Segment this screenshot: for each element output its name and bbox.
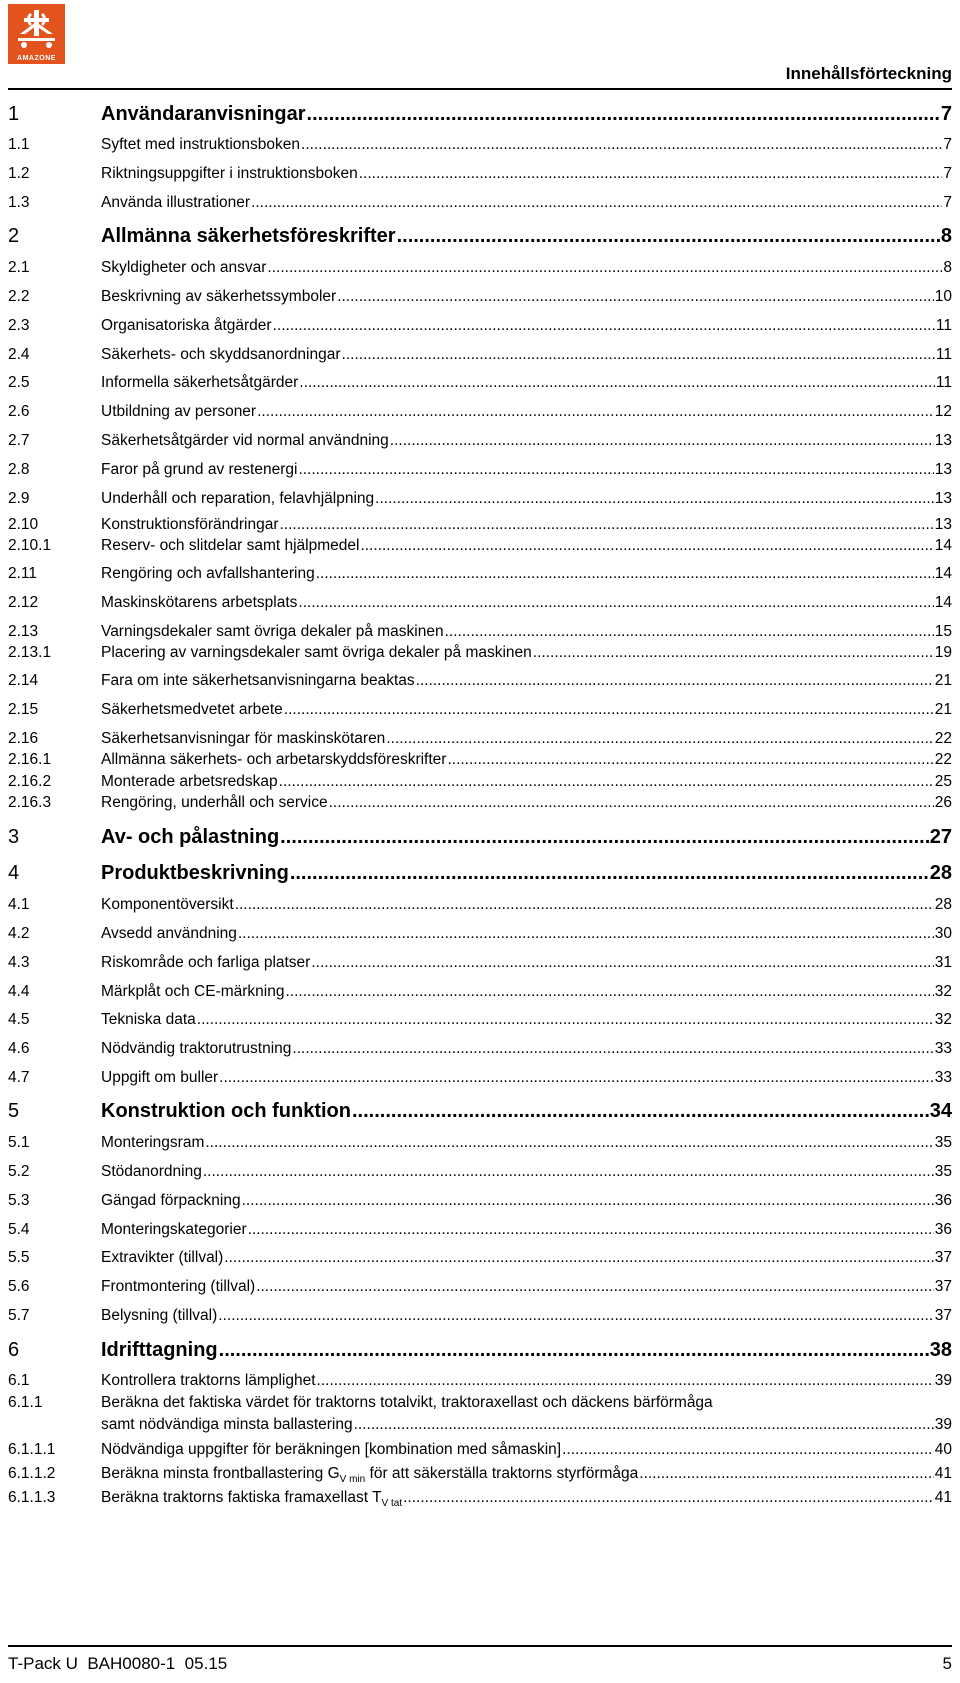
toc-entry-leader-dots (235, 896, 934, 914)
toc-entry-leader-dots (311, 954, 933, 972)
toc-entry-body (101, 490, 952, 508)
toc-entry-leader-dots (397, 225, 940, 248)
toc-entry-body (101, 1307, 952, 1325)
toc-entry-leader-dots (284, 701, 934, 719)
toc-entry-number: 6 (8, 1338, 20, 1361)
toc-entry-body (101, 1249, 952, 1267)
toc-entry-title: Belysning (tillval) (101, 1307, 218, 1324)
toc-entry-subscript: V min (339, 1474, 366, 1486)
toc-entry-page-number: 37 (934, 1249, 952, 1267)
toc-entry-body (101, 1069, 952, 1087)
toc-entry-title: Av- och pålastning (101, 825, 280, 848)
toc-entry-leader-dots (329, 794, 934, 812)
toc-entry-page-number: 8 (943, 259, 952, 277)
toc-entry-body (101, 773, 952, 791)
toc-entry-page-number: 30 (934, 924, 952, 942)
toc-entry-leader-dots (352, 1100, 929, 1123)
toc-entry-leader-dots (337, 288, 934, 306)
toc-entry-title: Informella säkerhetsåtgärder (101, 374, 299, 392)
toc-entry-body (101, 1489, 952, 1509)
toc-entry-body (101, 730, 952, 748)
toc-entry-title: Allmänna säkerhetsföreskrifter (101, 225, 396, 248)
toc-entry-body (101, 403, 952, 421)
toc-entry-page-number: 32 (934, 1011, 952, 1029)
toc-entry-page-number: 13 (934, 460, 952, 478)
toc-entry-page-number: 34 (929, 1100, 952, 1123)
toc-entry-page-number: 27 (929, 825, 952, 848)
toc-entry-page-number: 41 (934, 1465, 952, 1483)
toc-entry-body (101, 1278, 952, 1296)
toc-entry-page-number: 31 (934, 953, 952, 971)
toc-entry-title: Konstruktion och funktion (101, 1100, 351, 1123)
toc-entry-number: 2.11 (8, 565, 38, 583)
toc-entry-number: 3 (8, 825, 20, 848)
toc-entry-number: 2.13 (8, 622, 39, 640)
toc-entry-title: Allmänna säkerhets- och arbetarskyddsföreskrifter (101, 751, 447, 769)
toc-entry-page-number: 40 (934, 1441, 952, 1459)
toc-entry-leader-dots (298, 594, 933, 612)
toc-entry-leader-dots (533, 644, 934, 662)
toc-entry-page-number: 36 (934, 1191, 952, 1209)
toc-entry-leader-dots (416, 672, 934, 690)
toc-entry-body (101, 1339, 952, 1362)
toc-entry-leader-dots (205, 1134, 933, 1152)
toc-entry-leader-dots (219, 1339, 929, 1362)
toc-entry-body (101, 288, 952, 306)
footer-divider (8, 1645, 952, 1647)
toc-entry-leader-dots (273, 317, 935, 335)
toc-entry-page-number: 28 (934, 896, 952, 914)
toc-entry-page-number: 35 (934, 1163, 952, 1180)
toc-entry-page-number: 33 (934, 1040, 952, 1058)
toc-entry-title: Märkplåt och CE-märkning (101, 982, 285, 1000)
toc-entry-title (101, 1489, 402, 1509)
toc-entry-title: Monterade arbetsredskap (101, 772, 278, 790)
toc-entry-leader-dots (375, 490, 934, 508)
toc-entry-title: Faror på grund av restenergi (101, 460, 298, 478)
toc-entry-page-number: 41 (934, 1489, 952, 1507)
toc-entry-leader-dots (360, 537, 933, 555)
toc-entry-body (101, 259, 952, 277)
toc-entry-title: Produktbeskrivning (101, 862, 289, 885)
toc-entry-title-text: Beräkna minsta frontballastering G (101, 1465, 340, 1483)
toc-entry-page-number: 11 (935, 345, 952, 363)
toc-entry-number: 6.1.1.2 (8, 1465, 56, 1483)
toc-entry-body (101, 1100, 952, 1123)
toc-entry-leader-dots (445, 623, 934, 641)
toc-entry-page-number: 11 (935, 374, 952, 392)
toc-entry-title: Maskinskötarens arbetsplats (101, 593, 298, 611)
toc-entry-title: Komponentöversikt (101, 896, 234, 914)
toc-entry-body (101, 701, 952, 719)
toc-entry-body (101, 826, 952, 849)
logo-text: AMAZONE (17, 55, 56, 62)
toc-entry-title: Riskområde och farliga platser (101, 953, 311, 971)
toc-entry-page-number: 7 (943, 193, 952, 211)
toc-entry-page-number: 7 (943, 165, 952, 183)
toc-entry-number: 2.15 (8, 701, 39, 718)
toc-entry-page-number: 35 (934, 1134, 952, 1152)
toc-entry-title: Utbildning av personer (101, 403, 257, 421)
toc-entry-body (101, 925, 952, 943)
toc-entry-number: 5.3 (8, 1191, 30, 1209)
toc-entry-leader-dots (298, 461, 933, 479)
toc-entry-page-number: 14 (934, 537, 952, 555)
toc-entry-body (101, 194, 952, 212)
toc-entry-leader-dots (342, 346, 935, 364)
toc-entry-leader-dots (390, 432, 934, 450)
toc-entry-title: Konstruktionsförändringar (101, 515, 279, 533)
toc-entry-body (101, 862, 952, 885)
toc-entry-body (101, 1040, 952, 1058)
toc-entry-body (101, 346, 952, 364)
toc-entry-leader-dots (280, 516, 934, 534)
toc-entry-page-number: 13 (934, 489, 952, 507)
toc-entry-leader-dots (317, 1372, 934, 1390)
toc-entry-number: 5.7 (8, 1307, 30, 1324)
toc-entry-page-number: 36 (934, 1220, 952, 1238)
toc-entry-body (101, 103, 952, 126)
toc-entry-number: 2.13.1 (8, 644, 52, 662)
toc-entry-body (101, 565, 952, 583)
toc-entry-leader-dots (267, 259, 942, 277)
toc-entry-number: 2.14 (8, 672, 39, 690)
toc-entry-number: 2.2 (8, 288, 30, 305)
toc-entry-body (101, 672, 952, 690)
toc-entry-title: Fara om inte säkerhetsanvisningarna beaktas (101, 672, 415, 690)
toc-entry-title: Idrifttagning (101, 1338, 218, 1361)
toc-entry-page-number: 21 (934, 672, 952, 690)
toc-entry-page-number: 7 (940, 102, 952, 125)
toc-entry-leader-dots (285, 983, 933, 1001)
toc-entry-leader-dots (203, 1163, 934, 1181)
toc-entry-title: Gängad förpackning (101, 1191, 241, 1209)
toc-entry-leader-dots (447, 751, 933, 769)
toc-entry-body (101, 1011, 952, 1029)
toc-entry-number: 2.3 (8, 316, 30, 334)
toc-entry-number: 2.12 (8, 593, 39, 611)
logo-emblem-icon (8, 4, 65, 54)
toc-entry-page-number: 28 (929, 862, 952, 885)
toc-entry-page-number: 7 (943, 136, 952, 154)
toc-entry-body (101, 1441, 952, 1459)
toc-entry-title: Nödvändiga uppgifter för beräkningen [kombination med såmaskin] (101, 1441, 562, 1459)
toc-entry-page-number: 11 (935, 316, 952, 334)
toc-entry-page-number: 12 (934, 403, 952, 421)
toc-entry-leader-dots (242, 1192, 934, 1210)
toc-entry-page-number: 19 (934, 644, 952, 662)
footer (8, 1654, 952, 1674)
toc-entry-title: Avsedd användning (101, 924, 237, 942)
toc-entry-number: 2.16.1 (8, 751, 52, 769)
toc-entry-title: Stödanordning (101, 1163, 202, 1180)
toc-entry-number: 2.5 (8, 374, 30, 392)
toc-entry-title: Extravikter (tillval) (101, 1249, 224, 1267)
toc-entry-number: 1.1 (8, 136, 30, 154)
toc-entry-body (101, 317, 952, 335)
toc-entry-number: 1.3 (8, 193, 30, 211)
toc-entry-number: 5.2 (8, 1163, 30, 1180)
toc-entry-body (101, 1465, 952, 1485)
toc-entry-body (101, 1372, 952, 1390)
toc-entry-number: 2.1 (8, 259, 30, 277)
toc-entry-page-number: 14 (934, 593, 952, 611)
toc-entry-number: 4.7 (8, 1068, 30, 1086)
toc-entry-body (101, 461, 952, 479)
toc-entry-title: Monteringskategorier (101, 1220, 247, 1238)
toc-entry-page-number: 37 (934, 1278, 952, 1296)
toc-entry-number: 5.1 (8, 1134, 30, 1152)
toc-entry-title: Varningsdekaler samt övriga dekaler på maskinen (101, 622, 444, 640)
toc-entry-leader-dots (386, 730, 933, 748)
toc-entry-title: Användaranvisningar (101, 102, 306, 125)
toc-entry-leader-dots (248, 1221, 934, 1239)
toc-entry-number: 6.1.1.3 (8, 1489, 56, 1507)
toc-entry-title-text: Beräkna traktorns faktiska framaxellast T (101, 1489, 382, 1507)
toc-entry-body (101, 374, 952, 392)
toc-entry-number: 5 (8, 1100, 20, 1123)
toc-entry-title-line1: Beräkna det faktiska värdet för traktorns totalvikt, traktoraxellast och däckens bärförmåga (101, 1394, 713, 1412)
toc-entry-body (101, 1163, 952, 1181)
toc-entry-number: 5.5 (8, 1249, 30, 1267)
footer-document-id: T-Pack U BAH0080-1 05.15 (8, 1654, 228, 1673)
toc-entry-title: Syftet med instruktionsboken (101, 136, 301, 154)
toc-entry-leader-dots (257, 403, 934, 421)
toc-entry-title-text-post: för att säkerställa traktorns styrförmåga (365, 1465, 639, 1483)
toc-entry-body (101, 1134, 952, 1152)
toc-entry-body (101, 225, 952, 248)
toc-entry-title: Organisatoriska åtgärder (101, 316, 272, 334)
toc-entry-title: Underhåll och reparation, felavhjälpning (101, 489, 375, 507)
toc-entry-page-number: 13 (934, 515, 952, 533)
toc-entry-body (101, 954, 952, 972)
toc-entry-number: 1 (8, 102, 20, 125)
toc-entry-page-number: 25 (934, 772, 952, 790)
toc-entry-page-number: 8 (940, 225, 952, 248)
toc-entry-page-number: 37 (934, 1307, 952, 1324)
footer-page-number: 5 (942, 1654, 952, 1673)
toc-entry-leader-dots (307, 103, 940, 126)
toc-entry-leader-dots (301, 136, 942, 154)
toc-entry-title: Säkerhetsåtgärder vid normal användning (101, 432, 389, 449)
toc-entry-title: Säkerhetsmedvetet arbete (101, 701, 283, 718)
toc-entry-leader-dots (279, 773, 934, 791)
toc-entry-leader-dots (290, 862, 929, 885)
toc-entry-number: 4.2 (8, 924, 30, 942)
toc-entry-number: 4.6 (8, 1040, 30, 1058)
toc-entry-page-number: 21 (934, 701, 952, 718)
toc-entry-title: Riktningsuppgifter i instruktionsboken (101, 165, 358, 183)
amazone-logo (8, 4, 65, 64)
toc-entry-body (101, 983, 952, 1001)
toc-entry-number: 2.8 (8, 460, 30, 478)
toc-entry-body (101, 751, 952, 769)
toc-entry-leader-dots (299, 374, 935, 392)
toc-entry-number: 2.6 (8, 403, 30, 421)
toc-entry-leader-dots (197, 1011, 934, 1029)
toc-entry-title: samt nödvändiga minsta ballastering (101, 1416, 353, 1434)
toc-entry-body (101, 432, 952, 450)
toc-entry-title: Kontrollera traktorns lämplighet (101, 1372, 316, 1390)
toc-entry-number: 4.1 (8, 896, 30, 914)
toc-entry-number: 4 (8, 862, 20, 885)
toc-entry-page-number: 13 (934, 432, 952, 449)
toc-entry-number: 5.6 (8, 1278, 30, 1296)
toc-entry-leader-dots (562, 1441, 934, 1459)
toc-entry-number: 4.4 (8, 982, 30, 1000)
toc-entry-title: Skyldigheter och ansvar (101, 259, 267, 277)
toc-entry-page-number: 26 (934, 794, 952, 812)
toc-entry-leader-dots (218, 1307, 933, 1325)
toc-entry-body (101, 136, 952, 154)
toc-entry-number: 6.1 (8, 1372, 30, 1390)
toc-entry-number: 2.7 (8, 432, 30, 449)
toc-entry-title: Reserv- och slitdelar samt hjälpmedel (101, 537, 360, 555)
toc-entry-leader-dots (292, 1040, 933, 1058)
toc-entry-number: 2.16.3 (8, 794, 52, 812)
toc-entry-leader-dots (280, 826, 929, 849)
toc-entry-title: Beskrivning av säkerhetssymboler (101, 288, 337, 305)
toc-entry-subscript: V tat (381, 1498, 403, 1510)
toc-entry-leader-dots (256, 1278, 934, 1296)
toc-entry-page-number: 14 (934, 565, 952, 583)
toc-entry-leader-dots (238, 925, 934, 943)
toc-entry-leader-dots (354, 1416, 934, 1434)
toc-entry-leader-dots (224, 1249, 933, 1267)
toc-entry-page-number: 38 (929, 1338, 952, 1361)
toc-entry-number: 2.10.1 (8, 537, 52, 555)
toc-entry-body (101, 644, 952, 662)
toc-entry-number: 4.3 (8, 953, 30, 971)
toc-entry-title: Placering av varningsdekaler samt övriga dekaler på maskinen (101, 644, 532, 662)
toc-entry-number: 2.4 (8, 345, 30, 363)
toc-entry-leader-dots (403, 1489, 934, 1507)
toc-entry-body (101, 623, 952, 641)
toc-entry-number: 2.9 (8, 489, 30, 507)
toc-entry-page-number: 39 (934, 1416, 952, 1434)
toc-entry-title: Uppgift om buller (101, 1068, 219, 1086)
toc-entry-body (101, 594, 952, 612)
header-divider (8, 88, 952, 90)
toc-entry-body (101, 1192, 952, 1210)
toc-entry-title (101, 1465, 638, 1485)
toc-entry-page-number: 15 (934, 622, 952, 640)
toc-entry-title: Säkerhetsanvisningar för maskinskötaren (101, 729, 386, 747)
toc-entry-leader-dots (639, 1465, 933, 1483)
toc-entry-page-number: 39 (934, 1372, 952, 1390)
toc-entry-page-number: 10 (934, 288, 952, 305)
toc-entry-title: Monteringsram (101, 1134, 205, 1152)
toc-entry-body (101, 1221, 952, 1239)
toc-entry-leader-dots (316, 565, 934, 583)
page-title: Innehållsförteckning (785, 64, 952, 83)
toc-entry-leader-dots (251, 194, 942, 212)
toc-entry-leader-dots (359, 165, 943, 183)
toc-entry-leader-dots (219, 1069, 934, 1087)
toc-entry-body (101, 516, 952, 534)
toc-entry-body (101, 537, 952, 555)
toc-entry-title: Använda illustrationer (101, 193, 251, 211)
toc-entry-number: 5.4 (8, 1220, 30, 1238)
toc-entry-number: 1.2 (8, 165, 30, 183)
toc-entry-title: Säkerhets- och skyddsanordningar (101, 345, 341, 363)
toc-entry-page-number: 32 (934, 982, 952, 1000)
toc-entry-title: Rengöring, underhåll och service (101, 794, 328, 812)
toc-entry-number: 2.10 (8, 515, 39, 533)
toc-entry-title: Nödvändig traktorutrustning (101, 1040, 292, 1058)
toc-entry-number: 4.5 (8, 1011, 30, 1029)
toc-entry-title: Rengöring och avfallshantering (101, 565, 315, 583)
toc-entry-number: 2.16.2 (8, 772, 52, 790)
toc-entry-number: 2.16 (8, 729, 39, 747)
toc-entry-number: 6.1.1.1 (8, 1441, 56, 1459)
toc-entry-title: Frontmontering (tillval) (101, 1278, 256, 1296)
toc-entry-body (101, 1416, 952, 1434)
toc-entry-page-number: 22 (934, 751, 952, 769)
toc-entry-page-number: 22 (934, 729, 952, 747)
toc-entry-number: 6.1.1 (8, 1394, 43, 1412)
toc-entry-page-number: 33 (934, 1068, 952, 1086)
toc-entry-number: 2 (8, 225, 20, 248)
toc-entry-body (101, 896, 952, 914)
toc-entry-body (101, 794, 952, 812)
toc-entry-title: Tekniska data (101, 1011, 196, 1029)
toc-entry-body (101, 165, 952, 183)
